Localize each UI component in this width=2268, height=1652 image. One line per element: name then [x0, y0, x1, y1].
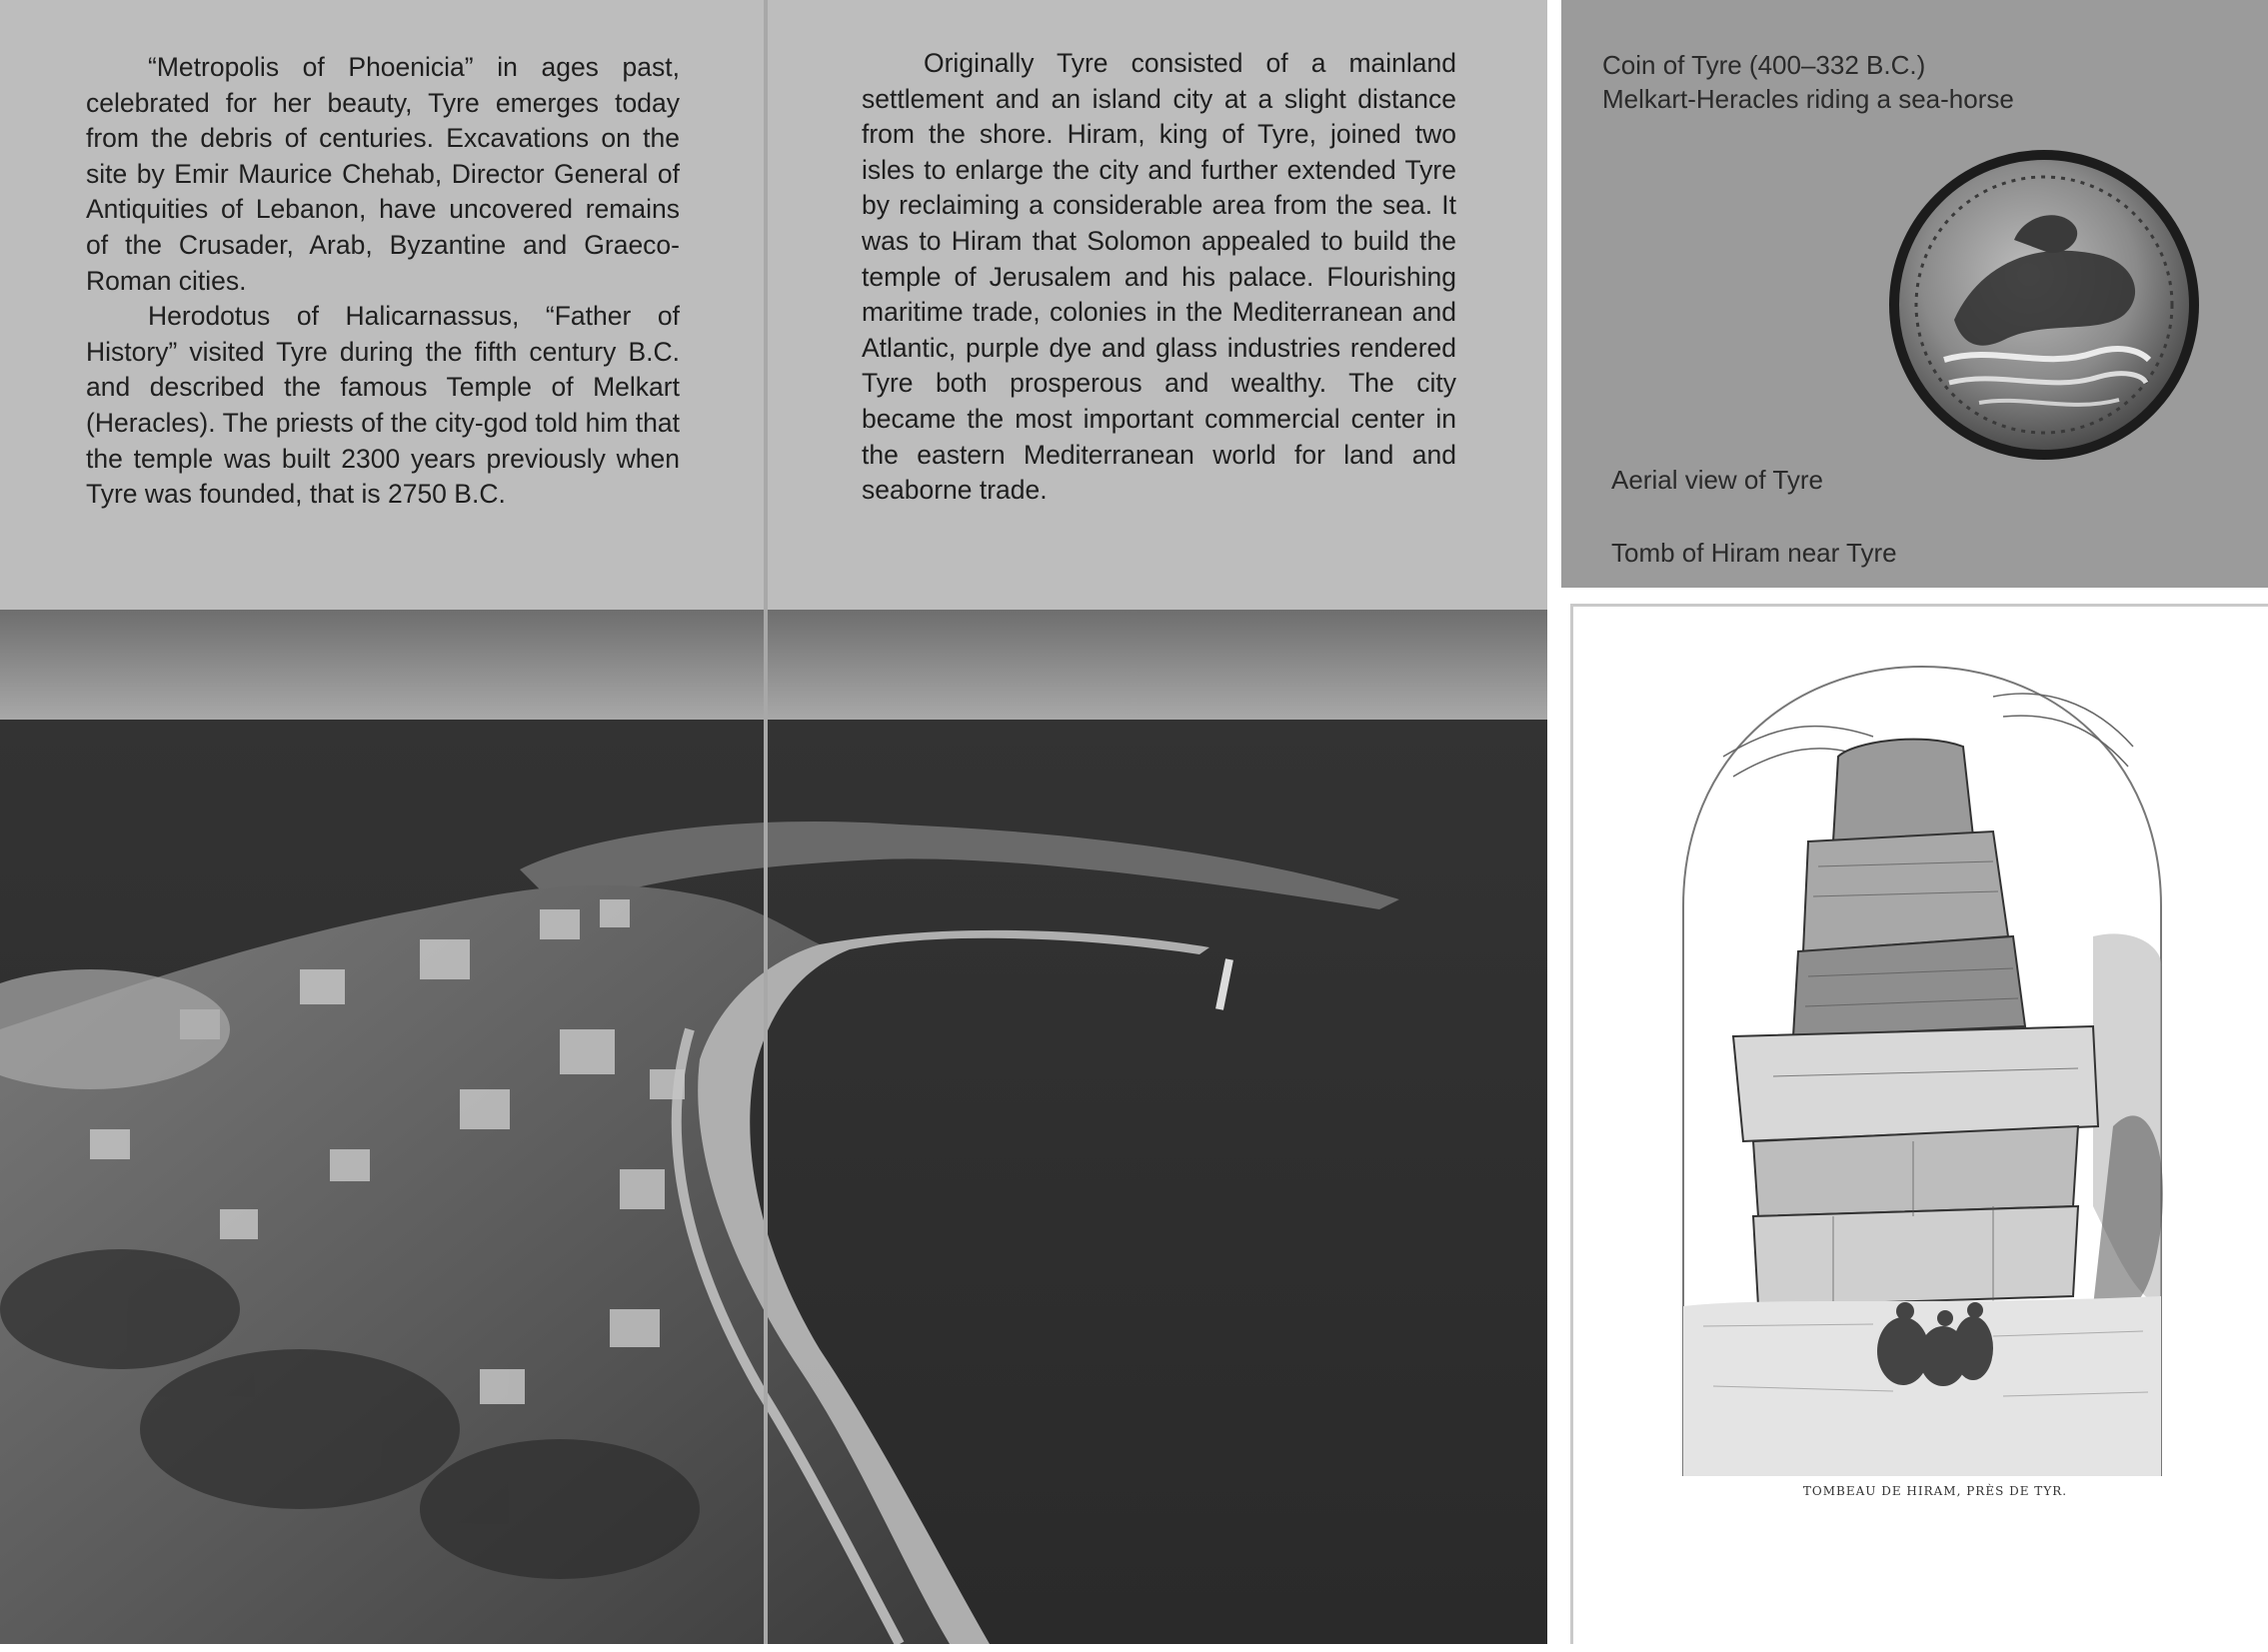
- left-text-column: [86, 50, 680, 513]
- middle-text-column: [862, 46, 1456, 509]
- left-paragraph-1: “Metropolis of Phoenicia” in ages past, celebrated for her beauty, Tyre emerges today from the debris of centuries. Excavations on the site by Emir Maurice Chehab, Director General of Antiquities of Lebanon, have uncovered remains of the Crusader, Arab, Byzantine and Graeco-Roman cities.: [86, 52, 680, 296]
- engraving-caption: TOMBEAU DE HIRAM, PRÈS DE TYR.: [1802, 1484, 2068, 1498]
- aerial-photo: [0, 610, 1547, 1644]
- middle-paragraph-1: Originally Tyre consisted of a mainland settlement and an island city at a slight distance from the shore. Hiram, king of Tyre, joined two isles to enlarge the city and further extended Tyre by reclaiming a considerable area from the sea. It was to Hiram that Solomon appealed to build the temple of Jerusalem and his palace. Flourishing maritime trade, colonies in the Mediterranean and Atlantic, purple dye and glass industries rendered Tyre both prosperous and wealthy. The city became the most important commercial center in the eastern Mediterranean world for land and seaborne trade.: [862, 48, 1456, 506]
- coin-caption-line2: Melkart-Heracles riding a sea-horse: [1602, 84, 2014, 114]
- aerial-caption: Aerial view of Tyre: [1611, 465, 1823, 495]
- coin-image: [1884, 145, 2204, 465]
- tomb-caption: Tomb of Hiram near Tyre: [1611, 538, 1897, 568]
- fold-line: [764, 0, 768, 1644]
- panel-gap: [1547, 0, 1561, 1644]
- coin-caption-line1: Coin of Tyre (400–332 B.C.): [1602, 50, 1926, 80]
- left-paragraph-2: Herodotus of Halicarnassus, “Father of History” visited Tyre during the fifth century B.C. and described the famous Temple of Melkart (Heracles). The priests of the city-god told him that the temple was built 2300 years previously when Tyre was founded, that is 2750 B.C.: [86, 301, 680, 510]
